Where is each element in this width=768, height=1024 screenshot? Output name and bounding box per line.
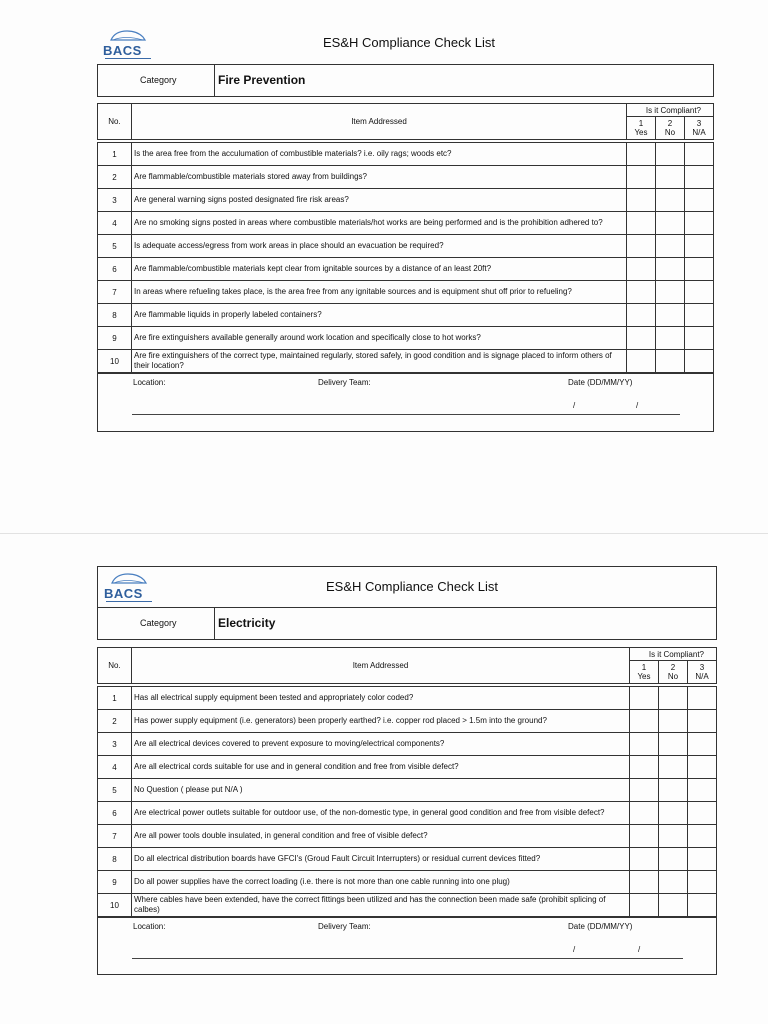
no-cell[interactable] [658, 825, 687, 848]
na-cell[interactable] [684, 258, 713, 281]
category-label: Category [140, 75, 177, 85]
category-value: Fire Prevention [218, 73, 306, 87]
na-cell[interactable] [684, 281, 713, 304]
no-cell[interactable] [655, 304, 684, 327]
yes-cell[interactable] [629, 871, 658, 894]
table-row [98, 235, 714, 258]
no-cell[interactable] [658, 687, 687, 710]
row-question: Are fire extinguishers of the correct type, maintained regularly, stored safely, in good condition and is signage placed to inform others of their location? [132, 350, 627, 373]
location-label: Location: [133, 922, 166, 931]
column-no: No. [98, 104, 132, 140]
na-cell[interactable] [687, 710, 716, 733]
row-question: Are flammable/combustible materials stored away from buildings? [132, 166, 627, 189]
no-cell[interactable] [655, 212, 684, 235]
column-yes-num: 1 [641, 663, 647, 672]
no-cell[interactable] [655, 327, 684, 350]
logo-text: BACS [104, 586, 143, 601]
na-cell[interactable] [684, 304, 713, 327]
table-row [98, 756, 717, 779]
column-yes-label: Yes [637, 672, 651, 681]
row-number: 2 [98, 710, 132, 733]
row-question: Are general warning signs posted designated fire risk areas? [132, 189, 627, 212]
column-compliant: Is it Compliant? [629, 648, 716, 661]
table-row [98, 825, 717, 848]
no-cell[interactable] [655, 235, 684, 258]
table-row [98, 189, 714, 212]
na-cell[interactable] [687, 894, 716, 917]
form-header [97, 24, 714, 62]
checklist-form-electricity [97, 566, 717, 975]
no-cell[interactable] [655, 281, 684, 304]
yes-cell[interactable] [629, 779, 658, 802]
date-slash: / [638, 945, 641, 954]
checklist-table [97, 103, 714, 373]
na-cell[interactable] [687, 871, 716, 894]
na-cell[interactable] [687, 733, 716, 756]
yes-cell[interactable] [626, 212, 655, 235]
table-row [98, 871, 717, 894]
yes-cell[interactable] [626, 327, 655, 350]
logo-underline [105, 58, 151, 59]
column-yes [629, 661, 658, 684]
row-number: 6 [98, 802, 132, 825]
yes-cell[interactable] [626, 350, 655, 373]
table-row [98, 894, 717, 917]
table-row [98, 258, 714, 281]
row-question: Are electrical power outlets suitable for outdoor use, of the non-domestic type, in general good condition and free from visible defect? [132, 802, 630, 825]
logo-text: BACS [103, 43, 142, 58]
yes-cell[interactable] [629, 756, 658, 779]
row-question: Are flammable liquids in properly labeled containers? [132, 304, 627, 327]
delivery-team-label: Delivery Team: [318, 922, 371, 931]
yes-cell[interactable] [626, 235, 655, 258]
no-cell[interactable] [655, 189, 684, 212]
bacs-logo [103, 26, 151, 60]
row-number: 7 [98, 825, 132, 848]
row-number: 3 [98, 733, 132, 756]
no-cell[interactable] [658, 802, 687, 825]
date-slash: / [573, 401, 576, 410]
row-number: 1 [98, 687, 132, 710]
row-number: 10 [98, 894, 132, 917]
na-cell[interactable] [684, 212, 713, 235]
date-slash: / [636, 401, 639, 410]
table-row [98, 802, 717, 825]
na-cell[interactable] [687, 687, 716, 710]
na-cell[interactable] [684, 327, 713, 350]
row-number: 9 [98, 327, 132, 350]
yes-cell[interactable] [629, 825, 658, 848]
column-yes [626, 117, 655, 140]
column-na-label: N/A [695, 672, 709, 681]
column-na [687, 661, 716, 684]
row-number: 8 [98, 848, 132, 871]
column-no: No. [98, 648, 132, 684]
row-number: 10 [98, 350, 132, 373]
row-question: Are all power tools double insulated, in general condition and free of visible defect? [132, 825, 630, 848]
column-no-label: No [667, 672, 679, 681]
table-row [98, 350, 714, 373]
row-number: 6 [98, 258, 132, 281]
category-value: Electricity [218, 616, 276, 630]
column-na [684, 117, 713, 140]
table-row [98, 304, 714, 327]
yes-cell[interactable] [626, 304, 655, 327]
no-cell[interactable] [658, 779, 687, 802]
na-cell[interactable] [684, 235, 713, 258]
logo-underline [106, 601, 152, 602]
delivery-team-label: Delivery Team: [318, 378, 371, 387]
category-box [97, 64, 714, 97]
yes-cell[interactable] [629, 802, 658, 825]
row-number: 8 [98, 304, 132, 327]
yes-cell[interactable] [626, 258, 655, 281]
row-question: Is the area free from the acculumation of combustible materials? i.e. oily rags; woods etc? [132, 143, 627, 166]
car-icon [103, 26, 151, 44]
yes-cell[interactable] [629, 894, 658, 917]
table-row [98, 212, 714, 235]
row-question: Do all electrical distribution boards have GFCI's (Groud Fault Circuit Interrupters) or residual current devices fitted? [132, 848, 630, 871]
yes-cell[interactable] [629, 710, 658, 733]
category-divider [214, 65, 215, 96]
date-label: Date (DD/MM/YY) [568, 922, 633, 931]
yes-cell[interactable] [626, 143, 655, 166]
document-title: ES&H Compliance Check List [326, 579, 498, 594]
column-compliant: Is it Compliant? [626, 104, 713, 117]
row-question: Are all electrical devices covered to prevent exposure to moving/electrical components? [132, 733, 630, 756]
no-cell[interactable] [655, 143, 684, 166]
signature-line[interactable] [132, 958, 683, 959]
table-row [98, 710, 717, 733]
page-separator [0, 533, 768, 534]
yes-cell[interactable] [629, 733, 658, 756]
row-question: Has power supply equipment (i.e. generators) been properly earthed? i.e. copper rod placed > 1.5m into the ground? [132, 710, 630, 733]
checklist-form-fire [97, 24, 714, 432]
row-number: 9 [98, 871, 132, 894]
yes-cell[interactable] [629, 687, 658, 710]
yes-cell[interactable] [626, 166, 655, 189]
na-cell[interactable] [687, 756, 716, 779]
no-cell[interactable] [658, 733, 687, 756]
na-cell[interactable] [684, 166, 713, 189]
column-no-answer [655, 117, 684, 140]
row-question: Are no smoking signs posted in areas where combustible materials/hot works are being performed and is the prohibition adhered to? [132, 212, 627, 235]
no-cell[interactable] [658, 871, 687, 894]
column-no-answer [658, 661, 687, 684]
signature-line[interactable] [132, 414, 680, 415]
yes-cell[interactable] [626, 281, 655, 304]
no-cell[interactable] [658, 756, 687, 779]
row-number: 5 [98, 779, 132, 802]
row-number: 5 [98, 235, 132, 258]
row-question: Do all power supplies have the correct loading (i.e. there is not more than one cable running into one plug) [132, 871, 630, 894]
row-question: Is adequate access/egress from work areas in place should an evacuation be required? [132, 235, 627, 258]
bacs-logo [104, 569, 152, 603]
table-row [98, 687, 717, 710]
no-cell[interactable] [655, 350, 684, 373]
row-number: 3 [98, 189, 132, 212]
column-item-addressed: Item Addressed [132, 104, 627, 140]
column-no-label: No [664, 128, 676, 137]
row-number: 4 [98, 212, 132, 235]
date-slash: / [573, 945, 576, 954]
form-footer [97, 373, 714, 432]
row-question: Where cables have been extended, have the correct fittings been utilized and has the connection been made safe (prohibit splicing of calbes) [132, 894, 630, 917]
row-question: Has all electrical supply equipment been tested and appropriately color coded? [132, 687, 630, 710]
table-row [98, 779, 717, 802]
column-na-label: N/A [692, 128, 706, 137]
row-question: No Question ( please put N/A ) [132, 779, 630, 802]
na-cell[interactable] [684, 143, 713, 166]
row-question: Are all electrical cords suitable for use and in general condition and free from visible defect? [132, 756, 630, 779]
car-icon [104, 569, 152, 587]
na-cell[interactable] [687, 802, 716, 825]
column-item-addressed: Item Addressed [132, 648, 630, 684]
table-row [98, 327, 714, 350]
category-divider [214, 608, 215, 639]
row-question: Are flammable/combustible materials kept clear from ignitable sources by a distance of an least 20ft? [132, 258, 627, 281]
table-row [98, 733, 717, 756]
column-yes-label: Yes [634, 128, 648, 137]
column-no-num: 2 [667, 119, 673, 128]
row-number: 2 [98, 166, 132, 189]
row-question: Are fire extinguishers available generally around work location and specifically close to hot works? [132, 327, 627, 350]
category-box [97, 607, 717, 640]
column-no-num: 2 [670, 663, 676, 672]
document-title: ES&H Compliance Check List [323, 35, 495, 50]
yes-cell[interactable] [629, 848, 658, 871]
yes-cell[interactable] [626, 189, 655, 212]
category-label: Category [140, 618, 177, 628]
no-cell[interactable] [655, 258, 684, 281]
row-number: 4 [98, 756, 132, 779]
column-na-num: 3 [696, 119, 702, 128]
table-row [98, 143, 714, 166]
checklist-table [97, 647, 717, 917]
location-label: Location: [133, 378, 166, 387]
column-yes-num: 1 [638, 119, 644, 128]
na-cell[interactable] [687, 825, 716, 848]
form-footer [97, 917, 717, 975]
date-label: Date (DD/MM/YY) [568, 378, 633, 387]
na-cell[interactable] [684, 189, 713, 212]
row-question: In areas where refueling takes place, is the area free from any ignitable sources and is equipment shut off prior to refueling? [132, 281, 627, 304]
no-cell[interactable] [658, 894, 687, 917]
table-row [98, 848, 717, 871]
na-cell[interactable] [684, 350, 713, 373]
na-cell[interactable] [687, 848, 716, 871]
na-cell[interactable] [687, 779, 716, 802]
column-na-num: 3 [699, 663, 705, 672]
no-cell[interactable] [655, 166, 684, 189]
row-number: 1 [98, 143, 132, 166]
form-header [97, 566, 717, 607]
table-row [98, 281, 714, 304]
row-number: 7 [98, 281, 132, 304]
no-cell[interactable] [658, 848, 687, 871]
no-cell[interactable] [658, 710, 687, 733]
table-row [98, 166, 714, 189]
